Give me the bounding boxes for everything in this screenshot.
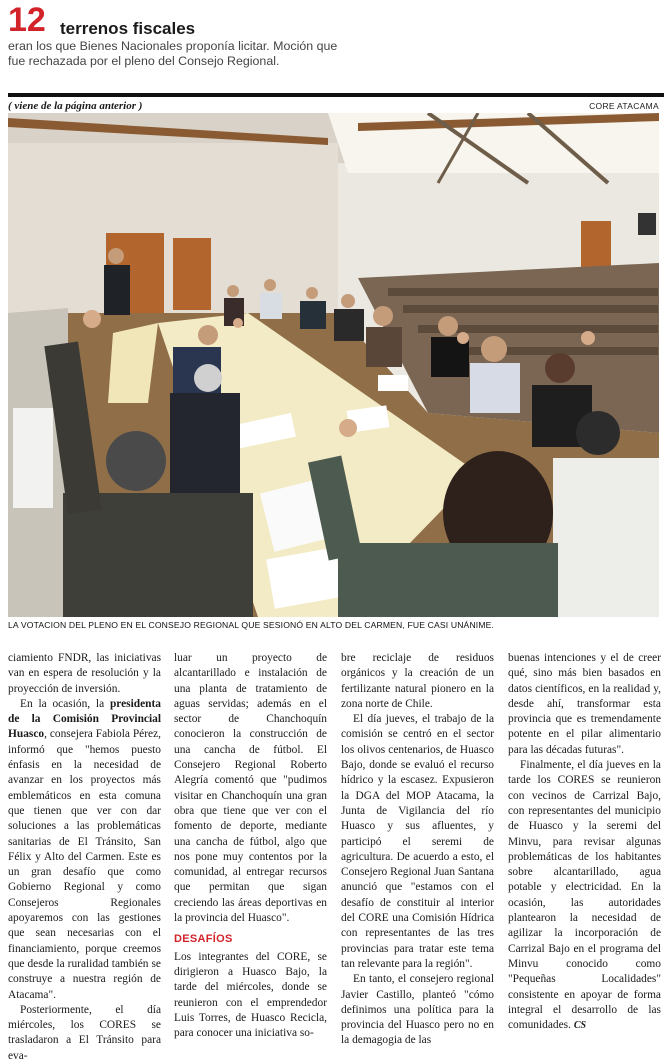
paragraph: En tanto, el consejero regional Javier Castillo, planteó "cómo definimos una política para la provincia del Huasco pero no en la demagogia de las bbox=[341, 973, 494, 1047]
paragraph bbox=[508, 758, 661, 1033]
paragraph: Posteriormente, el día miércoles, los CORES se trasladaron a El Tránsito para eva- bbox=[8, 1003, 161, 1062]
section-heading: DESAFÍOS bbox=[174, 933, 233, 946]
continued-label: ( viene de la página anterior ) bbox=[8, 100, 143, 112]
stat-number: 12 bbox=[8, 1, 46, 39]
paragraph: luar un proyecto de alcantarillado e instalación de una planta de tratamiento de aguas servidas; además en el sector de Chanchoquín conocieron la construcción de una cancha de fútbol. El Consejero Regional Roberto Alegría comentó que "pudimos visitar en Chanchoquín una gran obra que tiene que ver con el fomento de deporte, mediante una cancha de fútbol, algo que nos pone muy contentos por la comunidad, al entregar recursos que permitan que sigan creciendo las áreas deportivas en la provincia del Huasco". bbox=[174, 652, 327, 925]
paragraph: El día jueves, el trabajo de la comisión se centró en el sector los olivos centenarios, de Huasco Bajo, donde se evaluó el recurso hídrico y la escasez. Expusieron la DGA del MOP Atacama, la Junta de Vigilancia del río Huasco y sus afluentes, y participó el seremi de agricultura. De acuerdo a esto, el Consejero Regional Juan Santana anunció que "estamos con el desafío de constituir al interior del CORE una Comisión Hídrica con representantes de las tres provincias para tratar este tema tan relevante para la región". bbox=[341, 713, 494, 970]
article-column-3 bbox=[341, 651, 494, 1049]
paragraph: buenas intenciones y el de creer qué, sino más bien basados en datos científicos, en la realidad y, desde ahí, transformar esta provincia que es tremendamente potente en el pilar alimentario para las décadas futuras". bbox=[508, 652, 661, 756]
text-run: Finalmente, el día jueves en la tarde los CORES se reunieron con vecinos de Carrizal Bajo, con representantes del municipio de Huasco y la seremi del Minvu, para revisar algunas problemáticas de los habitantes sobre alcantarillado, agua potable y electricidad. En la ocasión, las autoridades plantearon la necesidad de agilizar la incorporación de Carrizal Bajo en el programa del Minvu conocido como "Pequeñas Localidades" consistente en apoyar de forma integral el desarrollo de las comunidades. bbox=[508, 759, 661, 1032]
article-column-4 bbox=[508, 651, 661, 1033]
section-rule bbox=[8, 93, 664, 97]
article-body bbox=[8, 651, 661, 1062]
paragraph: bre reciclaje de residuos orgánicos y la creación de un fertilizante natural pionero en la zona norte de Chile. bbox=[341, 652, 494, 710]
council-meeting-photo bbox=[8, 113, 659, 617]
text-run: En la ocasión, la bbox=[20, 697, 110, 710]
photo-caption: LA VOTACION DEL PLENO EN EL CONSEJO REGIONAL QUE SESIONÓ EN ALTO DEL CARMEN, FUE CASI UNÁNIME. bbox=[8, 620, 495, 630]
text-run: , consejera Fabiola Pérez, informó que "hemos puesto énfasis en la necesidad de avanzar en los proyectos más emblemáticos en esta comuna que tienen que ver con dar soluciones a las problemáticas sanitarias de El Tránsito, San Félix y Alto del Carmen. Este es un gran desafío que como Gobierno Regional y como Consejeros Regionales apoyaremos con las gestiones que sean necesarias con el financiamiento, porque creemos que desde la ruralidad también se construye a nuestra región de Atacama". bbox=[8, 728, 161, 1001]
stat-label: terrenos fiscales bbox=[60, 19, 196, 38]
bold-text: presidenta de la Comisión Provincial Huasco bbox=[8, 697, 161, 741]
stat-box bbox=[8, 2, 338, 69]
article-column-1 bbox=[8, 651, 161, 1064]
paragraph: ciamiento FNDR, las iniciativas van en espera de resolución y la proyección de inversión. bbox=[8, 652, 161, 695]
author-signoff: CS bbox=[573, 1020, 587, 1032]
article-column-2 bbox=[174, 651, 327, 1041]
paragraph bbox=[8, 697, 161, 1003]
stat-description: eran los que Bienes Nacionales proponía licitar. Moción que fue rechazada por el pleno del Consejo Regional. bbox=[8, 39, 338, 68]
paragraph: Los integrantes del CORE, se dirigieron a Huasco Bajo, la tarde del miércoles, donde se reunieron con el emprendedor Luis Torres, de Huasco Recicla, para conocer una iniciativa so- bbox=[174, 950, 327, 1040]
photo-credit: CORE ATACAMA bbox=[589, 101, 659, 111]
